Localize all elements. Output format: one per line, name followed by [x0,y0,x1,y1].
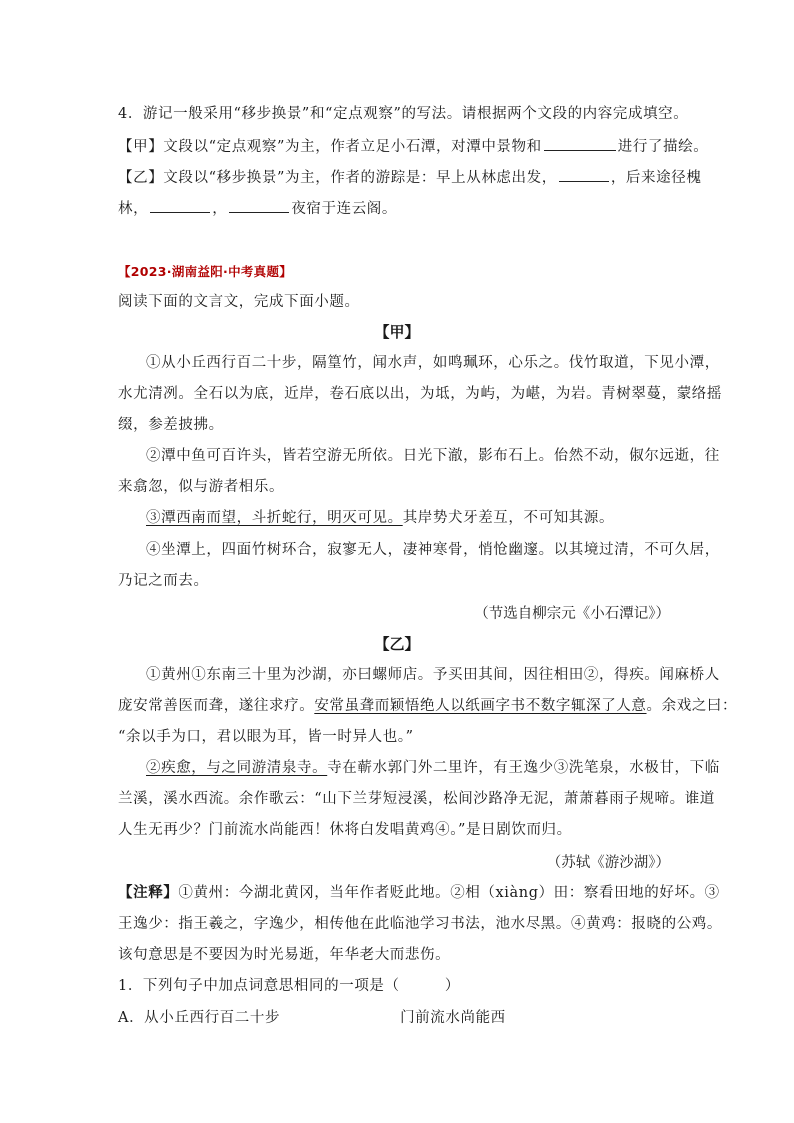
yi-para-1-text-end: 。余戏之曰： [646,698,738,714]
jia-para-1-line-2: 水尤清冽。全石以为底，近岸，卷石底以出，为坻，为屿，为嵁，为岩。青树翠蔓，蒙络摇 [118,386,722,402]
notes-line-1 [118,883,720,903]
jia-fill-text-end: 进行了描绘。 [617,139,709,155]
notes-line-3: 该句意思是不要因为时光易逝，年华老大而悲伤。 [118,947,451,963]
jia-source: （节选自柳宗元《小石潭记》） [474,606,670,622]
answer-blank[interactable] [229,198,289,213]
answer-blank[interactable] [544,136,616,151]
answer-blank[interactable] [150,198,210,213]
notes-line-2: 王逸少：指王羲之，字逸少，相传他在此临池学习书法，池水尽黑。④黄鸡：报晓的公鸡。 [118,916,722,932]
underlined-sentence: ②疾愈，与之同游清泉寺。 [146,760,328,776]
jia-para-1-line-3: 缀，参差披拂。 [118,417,224,433]
yi-para-2-line-2: 兰溪，溪水西流。余作歌云：“山下兰芽短浸溪，松间沙路净无泥，萧萧暮雨子规啼。谁道 [118,791,715,807]
yi-fill-text-end: ，后来途径槐 [610,170,702,186]
jia-fill-text: 【甲】文段以“定点观察”为主，作者立足小石潭，对潭中景物和 [118,139,542,155]
jia-para-4-line-2: 乃记之而去。 [118,573,209,589]
answer-blank[interactable] [559,167,609,182]
jia-para-2-line-2: 来翕忽，似与游者相乐。 [118,479,285,495]
yi-fill-sep: ， [212,201,228,217]
question-4-prompt: 4．游记一般采用“移步换景”和“定点观察”的写法。请根据两个文段的内容完成填空。 [118,106,689,122]
question-4-yi-line [118,167,701,188]
question-1-option-a[interactable] [118,1008,506,1028]
jia-para-3-rest: 其岸势犬牙差互，不可知其源。 [402,510,615,526]
reading-instruction: 阅读下面的文言文，完成下面小题。 [118,294,360,310]
passage-yi-title: 【乙】 [374,635,420,653]
exam-source-heading: 【2023·湖南益阳·中考真题】 [118,264,293,279]
jia-para-3 [146,508,614,528]
yi-fill-text-end-2: 夜宿于连云阁。 [291,201,398,217]
yi-fill-text: 【乙】文段以“移步换景”为主，作者的游踪是：早上从林虑出发， [118,170,557,186]
question-4-yi-line-2 [118,198,397,219]
underlined-sentence: ③潭西南而望，斗折蛇行，明灭可见。 [146,510,403,526]
jia-para-2-line-1: ②潭中鱼可百许头，皆若空游无所依。日光下澈，影布石上。佁然不动，俶尔远逝，往 [146,448,720,464]
yi-para-2-text: 寺在蕲水郭门外二里许，有王逸少③洗笔泉，水极甘，下临 [327,760,720,776]
yi-para-2-line-1 [146,758,720,778]
jia-para-1-line-1: ①从小丘西行百二十步，隔篁竹，闻水声，如鸣珮环，心乐之。伐竹取道，下见小潭， [146,355,720,371]
notes-label: 【注释】 [118,884,179,901]
question-1-stem: 1．下列句子中加点词意思相同的一项是（ ） [118,978,461,994]
yi-para-2-line-3: 人生无再少？门前流水尚能西！休将白发唱黄鸡④。”是日剧饮而归。 [118,822,572,838]
yi-para-1-line-2 [118,696,737,716]
yi-source: （苏轼《游沙湖》） [546,855,670,871]
yi-para-1-line-3: “余以手为口，君以眼为耳，皆一时异人也。” [118,729,414,745]
question-4-jia-line [118,136,708,157]
yi-fill-text-2: 林， [118,201,149,217]
notes-text-1: ①黄州：今湖北黄冈，当年作者贬此地。②相（xiàng）田：察看田地的好坏。③ [178,885,720,901]
jia-para-4-line-1: ④坐潭上，四面竹树环合，寂寥无人，凄神寒骨，悄怆幽邃。以其境过清，不可久居， [146,542,720,558]
yi-para-1-text: 庞安常善医而聋，遂往求疗。 [118,698,315,714]
option-a-left: A．从小丘西行百二十步 [118,1010,281,1026]
underlined-sentence: 安常虽聋而颖悟绝人以纸画字书不数字辄深了人意 [314,698,647,714]
option-a-right: 门前流水尚能西 [400,1010,506,1026]
yi-para-1-line-1: ①黄州①东南三十里为沙湖，亦曰螺师店。予买田其间，因往相田②，得疾。闻麻桥人 [146,667,720,683]
passage-jia-title: 【甲】 [374,323,420,341]
